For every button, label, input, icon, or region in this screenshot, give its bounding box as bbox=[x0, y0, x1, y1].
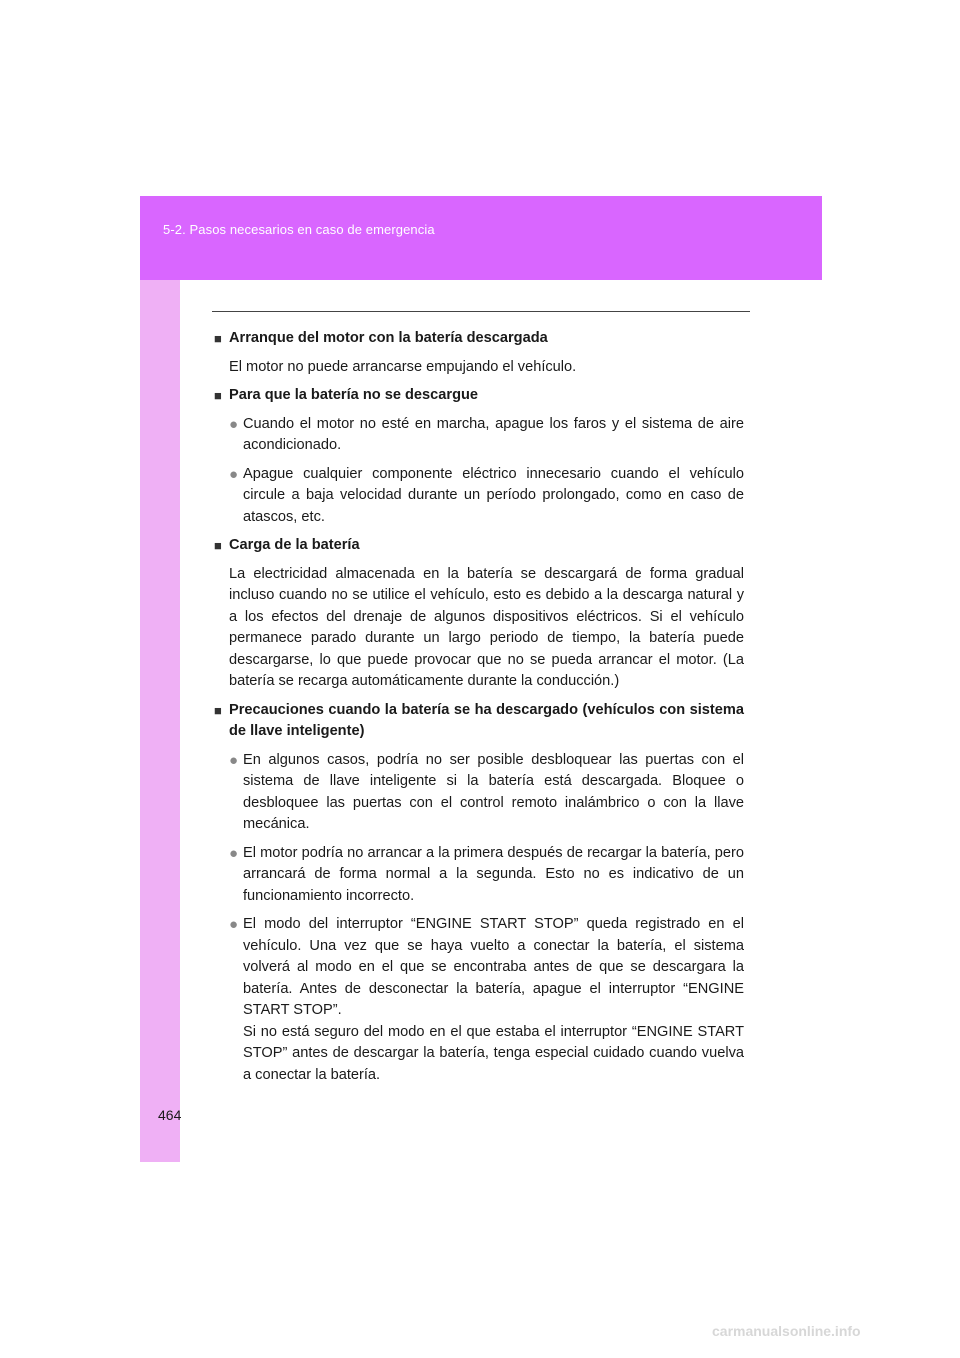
section-heading: Arranque del motor con la batería descargada bbox=[229, 330, 548, 346]
section-heading: Carga de la batería bbox=[229, 537, 360, 553]
page-content bbox=[214, 328, 744, 1093]
list-item bbox=[229, 914, 744, 1086]
list-item-text: El modo del interruptor “ENGINE START STOP” queda registrado en el vehículo. Una vez que se haya vuelto a conectar la batería, el sistema volverá al modo en el que se encontraba antes de que se descargara la batería. Antes de desconectar la batería, apague el interruptor “ENGINE START STOP”. bbox=[243, 916, 744, 1018]
chapter-section-title: 5-2. Pasos necesarios en caso de emergencia bbox=[163, 222, 435, 237]
section-heading: Para que la batería no se descargue bbox=[229, 387, 479, 403]
circle-bullet-icon: ● bbox=[229, 844, 239, 862]
chapter-header-band bbox=[140, 196, 822, 280]
section-carga bbox=[214, 535, 744, 693]
section-arranque bbox=[214, 328, 744, 378]
square-bullet-icon: ■ bbox=[214, 702, 222, 718]
circle-bullet-icon: ● bbox=[229, 415, 239, 433]
circle-bullet-icon: ● bbox=[229, 465, 239, 483]
list-item-text-continued: Si no está seguro del modo en el que estaba el interruptor “ENGINE START STOP” antes de descargar la batería, tenga especial cuidado cuando vuelva a conectar la batería. bbox=[243, 1023, 744, 1083]
section-descarga bbox=[214, 385, 744, 528]
list-item-text: Apague cualquier componente eléctrico innecesario cuando el vehículo circule a baja velocidad durante un período prolongado, como en caso de atascos, etc. bbox=[243, 465, 744, 525]
list-item bbox=[229, 750, 744, 836]
page-number: 464 bbox=[158, 1107, 182, 1123]
section-precauciones bbox=[214, 700, 744, 1087]
watermark: carmanualsonline.info bbox=[712, 1323, 861, 1339]
square-bullet-icon: ■ bbox=[214, 331, 222, 346]
square-bullet-icon: ■ bbox=[214, 388, 222, 403]
section-paragraph: La electricidad almacenada en la batería se descargará de forma gradual incluso cuando no se utilice el vehículo, esto es debido a la descarga natural y a los efectos del drenaje de algunos dispositivos eléctricos. Si el vehículo permanece parado durante un largo periodo de tiempo, la batería puede descargarse, lo que puede provocar que no se pueda arrancar el motor. (La batería se recarga automáticamente durante la conducción.) bbox=[229, 565, 744, 689]
list-item-text: El motor podría no arrancar a la primera después de recargar la batería, pero arrancará de forma normal a la segunda. Esto no es indicativo de un funcionamiento incorrecto. bbox=[243, 844, 744, 904]
circle-bullet-icon: ● bbox=[229, 916, 239, 933]
side-color-band bbox=[140, 196, 180, 1162]
list-item-text: Cuando el motor no esté en marcha, apague los faros y el sistema de aire acondicionado. bbox=[243, 415, 744, 453]
list-item-text: En algunos casos, podría no ser posible desbloquear las puertas con el sistema de llave inteligente si la batería está descargada. Bloquee o desbloquee las puertas con el control remoto inalámbrico o con la llave mecánica. bbox=[243, 751, 744, 832]
circle-bullet-icon: ● bbox=[229, 751, 239, 769]
top-divider bbox=[212, 311, 750, 312]
section-paragraph: El motor no puede arrancarse empujando el vehículo. bbox=[229, 358, 577, 375]
list-item bbox=[229, 843, 744, 908]
list-item bbox=[229, 464, 744, 529]
square-bullet-icon: ■ bbox=[214, 538, 222, 553]
list-item bbox=[229, 414, 744, 457]
section-heading: Precauciones cuando la batería se ha descargado (vehículos con sistema de llave inteligente) bbox=[229, 701, 744, 739]
